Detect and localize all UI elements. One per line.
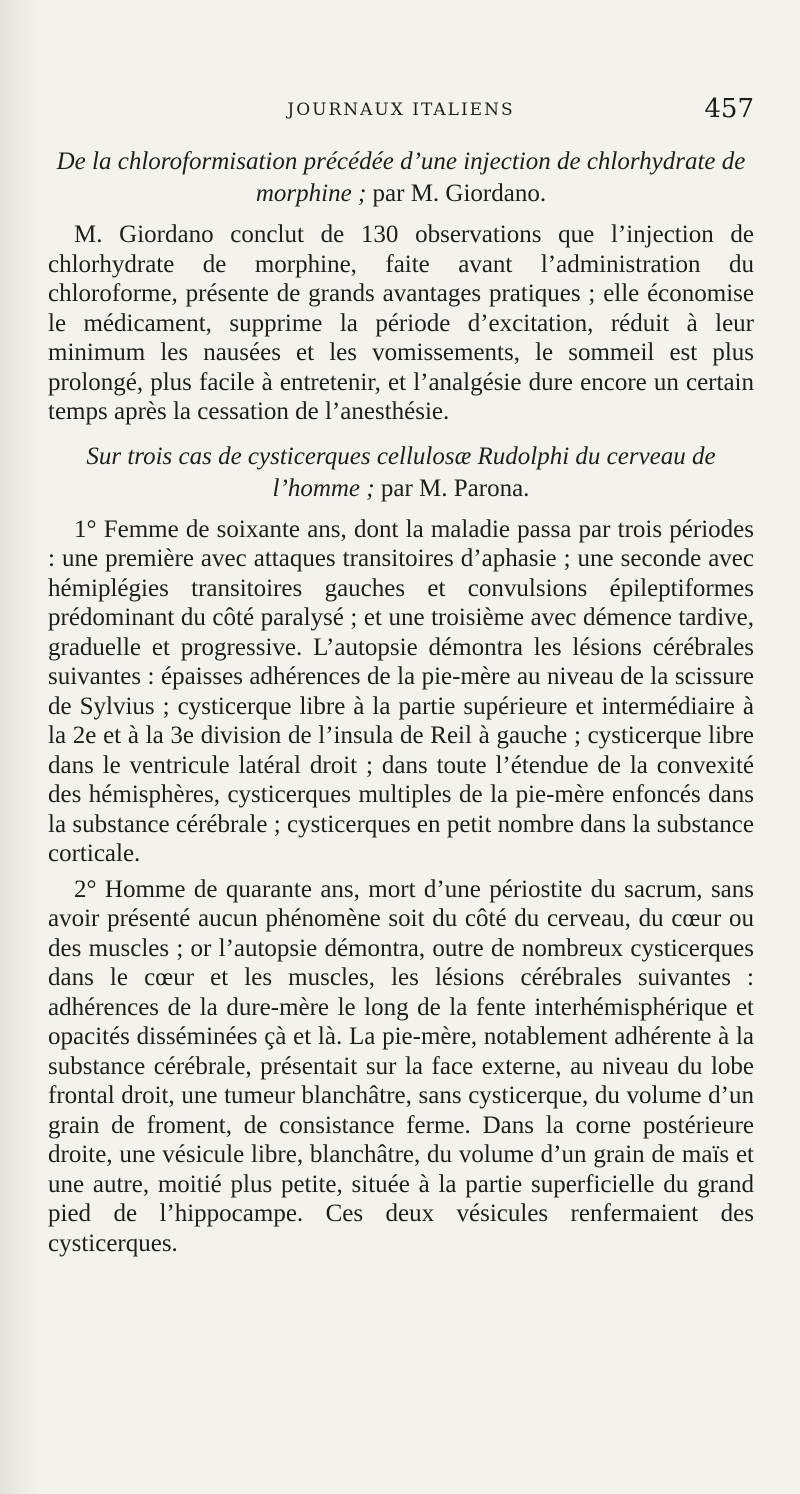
article-2-paragraph-2: 2° Homme de quarante ans, mort d’une périostite du sacrum, sans avoir présenté aucun phénomène soit du côté du cerveau, du cœur ou des muscles ; or l’autopsie démontra, outre de nombreux cysticerques dans le cœur et les muscles, les lésions cérébrales suivantes : adhérences de la dure-mère le long de la fente interhémisphérique et opacités disséminées çà et là. La pie-mère, notablement adhérente à la substance cérébrale, présentait sur la face externe, au niveau du lobe frontal droit, une tumeur blanchâtre, sans cysticerque, du volume d’un grain de froment, de consistance ferme. Dans la corne postérieure droite, une vésicule libre, blanchâtre, du volume d’un grain de maïs et une autre, moitié plus petite, située à la partie superficielle du grand pied de l’hippocampe. Ces deux vésicules renfermaient des cysticerques. [48,875,754,1257]
running-head [48,94,754,132]
page-content [48,94,754,1264]
page-gutter-shadow [0,0,40,1494]
page-number: 457 [704,94,754,124]
article-1-paragraph: M. Giordano conclut de 130 observations que l’injection de chlorhydrate de morphine, faite avant l’administration du chloroforme, présente de grands avantages pratiques ; elle économise le médicament, supprime la période d’excitation, réduit à leur minimum les nausées et les vomissements, le sommeil est plus prolongé, plus facile à entretenir, et l’analgésie dure encore un certain temps après la cessation de l’anesthésie. [48,221,754,425]
article-1-heading [48,146,754,210]
article-2-paragraph-1: 1° Femme de soixante ans, dont la maladie passa par trois périodes : une première avec attaques transitoires d’aphasie ; une seconde avec hémiplégies transitoires gauches et convulsions épileptiformes prédominant du côté paralysé ; et une troisième avec démence tardive, graduelle et progressive. L’autopsie démontra les lésions cérébrales suivantes : épaisses adhérences de la pie-mère au niveau de la scissure de Sylvius ; cysticerque libre à la partie supérieure et intermédiaire à la 2e et à la 3e division de l’insula de Reil à gauche ; cysticerque libre dans le ventricule latéral droit ; dans toute l’étendue de la convexité des hémisphères, cysticerques multiples de la pie-mère enfoncés dans la substance cérébrale ; cysticerques en petit nombre dans la substance corticale. [48,515,754,867]
running-head-title: JOURNAUX ITALIENS [287,100,515,120]
article-2-byline: par M. Parona. [380,474,530,502]
article-2-title: Sur trois cas de cysticerques cellulosæ Rudolphi du cerveau de l’homme ; [86,442,716,502]
article-1-byline: par M. Giordano. [372,180,547,207]
article-2-heading [48,441,754,505]
article-1-title: De la chloroformisation précédée d’une injection de chlorhydrate de morphine ; [56,148,746,207]
